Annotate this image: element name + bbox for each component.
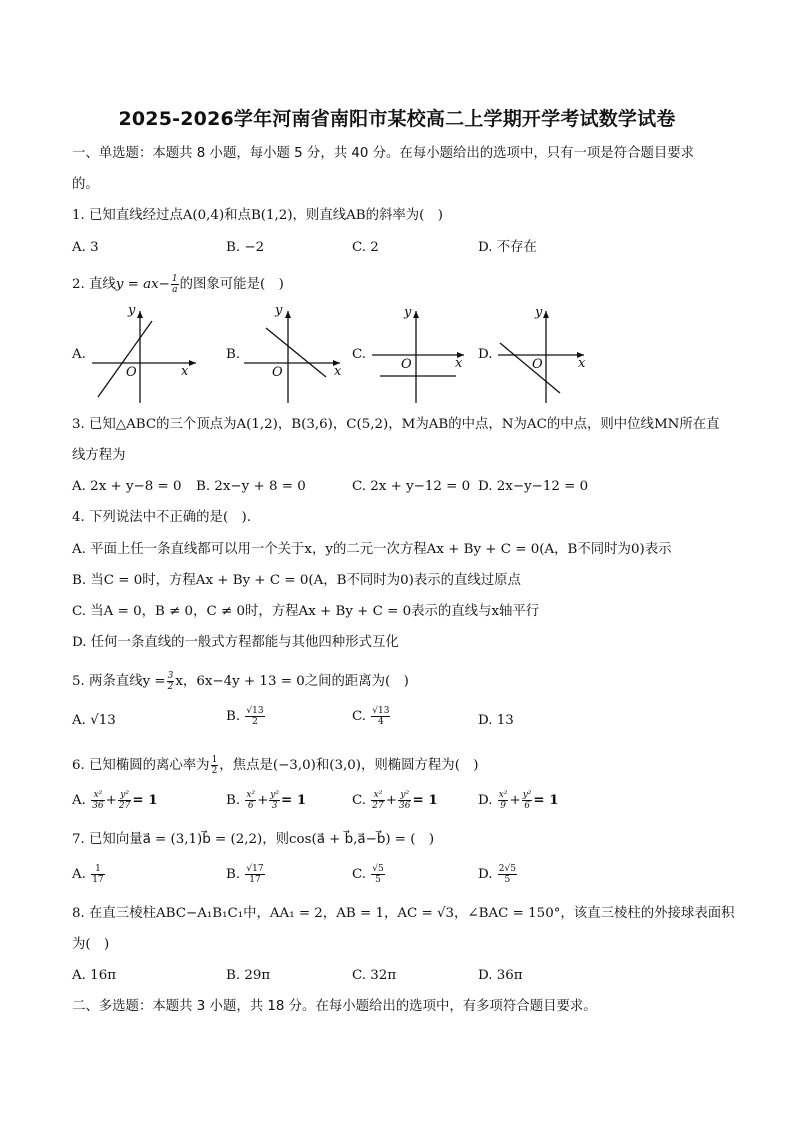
- q8-option-c: C. 32π: [352, 968, 397, 983]
- y-axis-arrow-icon: [137, 311, 143, 318]
- q5-option-c-num: √13: [372, 706, 390, 716]
- q5-frac-num: 3: [167, 671, 174, 681]
- q2-fraction: [171, 274, 179, 295]
- q4-option-b: B. 当C = 0时，方程Ax + By + C = 0(A，B不同时为0)表示的直线过原点: [72, 573, 521, 588]
- q2-option-c-label: C.: [352, 347, 367, 362]
- x2: x²: [498, 790, 508, 800]
- q3-option-a: A. 2x + y−8 = 0: [72, 479, 182, 494]
- q6-option-c-label: C.: [352, 793, 367, 808]
- q4-stem: 4. 下列说法中不正确的是( ).: [72, 510, 252, 525]
- b2: 6: [524, 801, 530, 811]
- q6-option-c-frac-x: [371, 790, 384, 811]
- q8-stem: 8. 在直三棱柱ABC−A₁B₁C₁中，AA₁ = 2，AB = 1，AC = √3，∠BAC = 150°，该直三棱柱的外接球表面积: [72, 906, 735, 921]
- q5-option-b-label: B.: [226, 709, 241, 724]
- q5-option-a-label: A.: [72, 713, 86, 728]
- b2: 36: [398, 801, 411, 811]
- q7-option-a-den: 17: [92, 875, 104, 885]
- q5-frac-den: 2: [167, 682, 174, 692]
- q1-option-c: C. 2: [352, 240, 379, 255]
- q8-stem-cont: 为( ): [72, 937, 110, 952]
- q6-option-b-frac-y: [269, 790, 280, 811]
- q7-option-d-fraction: [498, 864, 517, 885]
- q7-option-a-label: A.: [72, 867, 86, 882]
- q5-option-d-label: D.: [478, 713, 493, 728]
- a2: 27: [372, 801, 384, 811]
- q7-option-b-num: √17: [246, 864, 264, 874]
- q6-option-a: A. $\frac{\text{x²}}{36}$ + $\frac{\text{y²}}{27}$ = 1: [72, 790, 158, 811]
- q7-option-a-fraction: [91, 864, 104, 885]
- section2-header: 二、多选题：本题共 3 小题，共 18 分。在每小题给出的选项中，有多项符合题目要求。: [72, 999, 597, 1014]
- q2-option-b-label: B.: [226, 347, 241, 362]
- q7-option-b-label: B.: [226, 867, 241, 882]
- q6-stem-before: 6. 已知椭圆的离心率为: [72, 758, 210, 773]
- b2: 3: [271, 801, 278, 811]
- b2: 27: [118, 801, 131, 811]
- a2: 6: [247, 801, 254, 811]
- q7-option-c-num: √5: [372, 864, 384, 874]
- q4-option-c: C. 当A = 0，B ≠ 0，C ≠ 0时，方程Ax + By + C = 0表示的直线与x轴平行: [72, 604, 540, 619]
- q3-stem-cont: 线方程为: [72, 448, 126, 463]
- q7-option-b-den: 17: [249, 875, 261, 885]
- q7-option-c: [352, 864, 386, 885]
- q2-stem: [72, 274, 284, 295]
- rhs: = 1: [533, 792, 559, 808]
- q5-option-c-label: C.: [352, 709, 367, 724]
- q6-frac-den: 2: [211, 766, 218, 776]
- q2-graph-b: [240, 303, 352, 403]
- q8-option-b: B. 29π: [226, 968, 271, 983]
- q5-option-b-num: √13: [246, 706, 264, 716]
- y-axis-arrow-icon: [543, 311, 549, 318]
- q2-graph-a-x-label: x: [181, 364, 189, 379]
- q7-option-a-num: 1: [91, 864, 104, 875]
- q5-stem: [72, 671, 409, 692]
- q1-option-b: B. −2: [226, 240, 265, 255]
- q6-option-b-frac-x: [245, 790, 256, 811]
- y2: y²: [270, 790, 279, 800]
- q5-stem-before: 5. 两条直线y =: [72, 674, 166, 689]
- q7-option-a: [72, 864, 106, 885]
- section1-header: 一、单选题：本题共 8 小题，每小题 5 分，共 40 分。在每小题给出的选项中，只有一项是符合题目要求: [72, 146, 695, 161]
- q2-graph-a-origin: O: [126, 365, 137, 380]
- q2-frac-num: 1: [171, 274, 178, 284]
- q5-option-c-fraction: [371, 706, 390, 727]
- q6-option-a-frac-y: [118, 790, 131, 811]
- page-title: 2025-2026学年河南省南阳市某校高二上学期开学考试数学试卷: [118, 108, 676, 130]
- q2-option-d-label: D.: [478, 347, 493, 362]
- q6-option-d: D. $\frac{\text{x²}}{9}$ + $\frac{\text{y²}}{6}$ = 1: [478, 790, 559, 811]
- q1-stem: 1. 已知直线经过点A(0,4)和点B(1,2)，则直线AB的斜率为( ): [72, 208, 444, 223]
- q2-graph-d-origin: O: [532, 357, 543, 372]
- section1-header-cont: 的。: [72, 177, 99, 192]
- q5-option-b-den: 2: [252, 717, 258, 727]
- q3-option-d: D. 2x−y−12 = 0: [478, 479, 589, 494]
- q7-option-c-den: 5: [375, 875, 381, 885]
- q7-option-b-fraction: [245, 864, 264, 885]
- rhs: = 1: [132, 792, 158, 808]
- graph-line: [98, 321, 152, 397]
- q2-graph-a: [88, 303, 200, 403]
- q2-stem-after: 的图象可能是( ): [179, 277, 284, 292]
- q3-option-b: B. 2x−y + 8 = 0: [196, 479, 306, 494]
- q6-option-a-frac-x: [91, 790, 104, 811]
- q5-option-b: [226, 706, 266, 727]
- q6-stem-after: ，焦点是(−3,0)和(3,0)，则椭圆方程为( ): [219, 758, 479, 773]
- q5-option-d-value: 13: [496, 713, 514, 728]
- q5-stem-after: x，6x−4y + 13 = 0之间的距离为( ): [175, 674, 409, 689]
- q2-graph-c-x-label: x: [455, 356, 463, 371]
- q6-frac-num: 1: [211, 755, 218, 765]
- q7-option-c-fraction: [371, 864, 384, 885]
- q5-fraction: [167, 671, 175, 692]
- q4-option-d: D. 任何一条直线的一般式方程都能与其他四种形式互化: [72, 635, 399, 650]
- q6-option-d-label: D.: [478, 793, 493, 808]
- q2-frac-den: a: [172, 285, 178, 295]
- q2-graph-b-origin: O: [272, 365, 283, 380]
- q6-stem: [72, 755, 479, 776]
- y2: y²: [522, 790, 532, 800]
- q2-graph-d-y-label: y: [535, 305, 543, 320]
- a2: 9: [500, 801, 506, 811]
- q2-graph-c-origin: O: [401, 357, 412, 372]
- y2: y²: [118, 790, 131, 801]
- q5-option-b-fraction: [245, 706, 264, 727]
- q2-graph-d-x-label: x: [578, 356, 586, 371]
- q2-option-a-label: A.: [72, 347, 86, 362]
- x2: x²: [246, 790, 256, 800]
- q6-fraction: [211, 755, 219, 776]
- q6-option-b: B. $\frac{\text{x²}}{6}$ + $\frac{\text{y²}}{3}$ = 1: [226, 790, 307, 811]
- q7-option-d-num: 2√5: [498, 864, 516, 874]
- q2-equation: y = ax−: [115, 277, 170, 292]
- q5-option-c: [352, 706, 391, 727]
- a2: 36: [92, 801, 104, 811]
- q2-stem-before: 2. 直线: [72, 277, 116, 292]
- q2-graph-c: [370, 303, 470, 403]
- q7-option-c-label: C.: [352, 867, 367, 882]
- y2: y²: [398, 790, 411, 801]
- q2-graph-b-x-label: x: [334, 364, 342, 379]
- y-axis-arrow-icon: [413, 311, 419, 318]
- q2-graph-c-y-label: y: [404, 305, 412, 320]
- rhs: = 1: [281, 792, 307, 808]
- q7-option-d-label: D.: [478, 867, 493, 882]
- x2: x²: [371, 790, 384, 801]
- q7-option-d: [478, 864, 518, 885]
- q8-option-d: D. 36π: [478, 968, 523, 983]
- q2-graph-a-y-label: y: [128, 303, 136, 318]
- q3-stem: 3. 已知△ABC的三个顶点为A(1,2)，B(3,6)，C(5,2)，M为AB的中点，N为AC的中点，则中位线MN所在直: [72, 417, 720, 432]
- x-axis-arrow-icon: [189, 360, 196, 366]
- q7-option-b: [226, 864, 266, 885]
- graph-line: [500, 343, 560, 393]
- q4-option-a: A. 平面上任一条直线都可以用一个关于x，y的二元一次方程Ax + By + C = 0(A，B不同时为0)表示: [72, 542, 672, 557]
- q6-option-a-label: A.: [72, 793, 86, 808]
- q1-option-d: D. 不存在: [478, 240, 537, 255]
- q5-option-d: [478, 712, 514, 730]
- q2-graph-d: [494, 303, 594, 403]
- q7-stem: 7. 已知向量a⃗ = (3,1)b⃗ = (2,2)，则cos(a⃗ + b⃗,a⃗−b⃗) = ( ): [72, 832, 435, 847]
- q5-option-a-value: √13: [90, 713, 116, 728]
- q7-option-d-den: 5: [504, 875, 511, 885]
- q6-option-c: C. $\frac{\text{x²}}{27}$ + $\frac{\text{y²}}{36}$ = 1: [352, 790, 438, 811]
- x2: x²: [91, 790, 104, 801]
- q5-option-c-den: 4: [378, 717, 384, 727]
- y-axis-arrow-icon: [285, 311, 291, 318]
- q3-option-c: C. 2x + y−12 = 0: [352, 479, 471, 494]
- q1-option-a: A. 3: [72, 240, 99, 255]
- q8-option-a: A. 16π: [72, 968, 117, 983]
- q6-option-c-frac-y: [398, 790, 411, 811]
- q2-graph-b-y-label: y: [275, 303, 283, 318]
- q6-option-b-label: B.: [226, 793, 241, 808]
- q6-option-d-frac-y: [522, 790, 533, 811]
- q5-option-a: [72, 712, 116, 730]
- q6-option-d-frac-x: [498, 790, 509, 811]
- rhs: = 1: [412, 792, 438, 808]
